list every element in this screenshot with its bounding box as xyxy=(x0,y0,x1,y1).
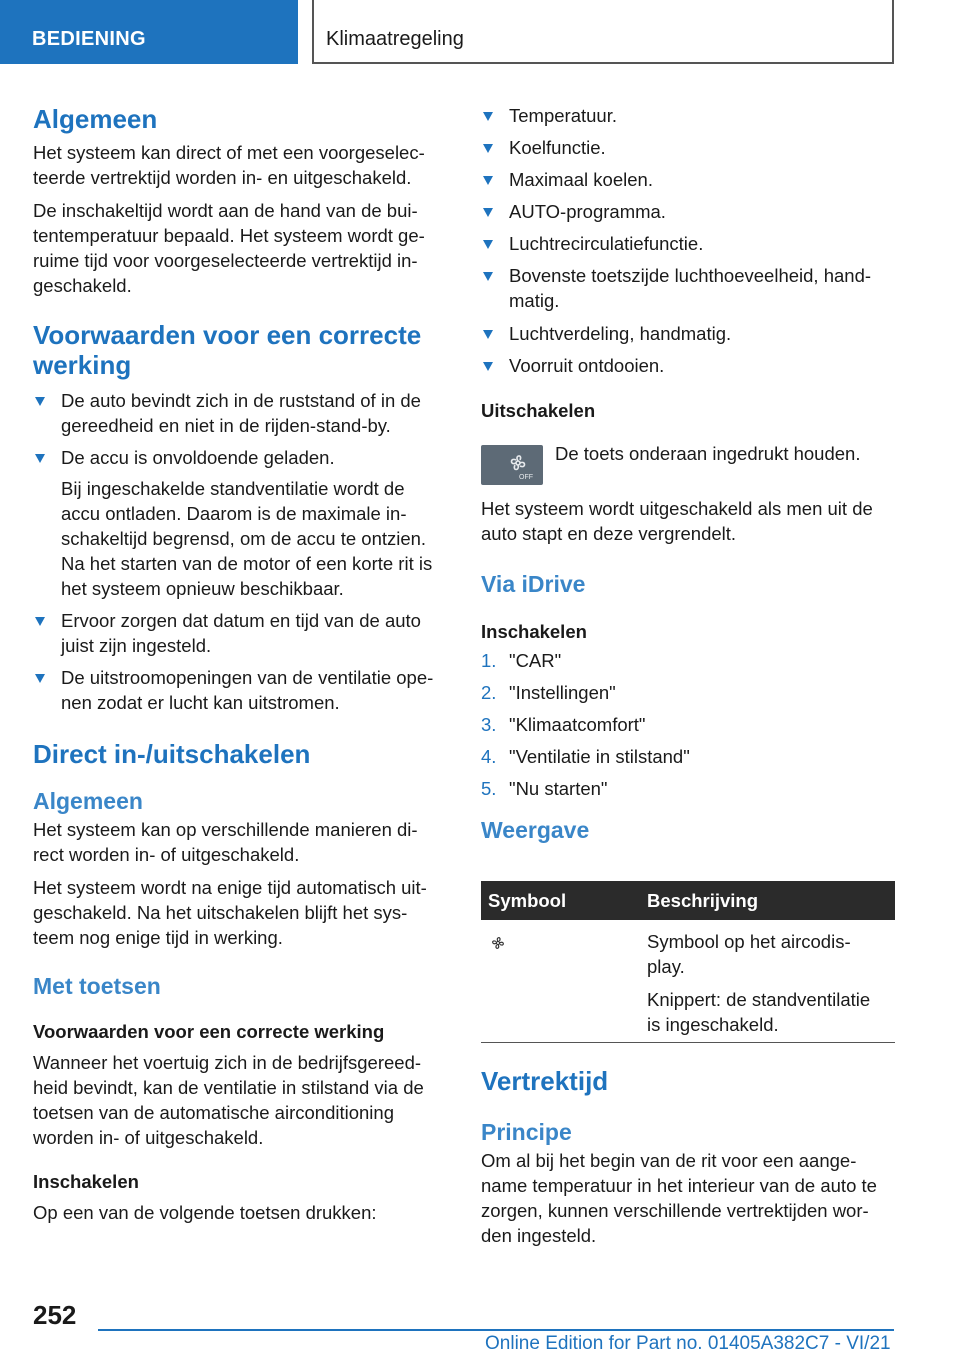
paragraph: Het systeem kan op verschillende manieren di-rect worden in- of uitgeschakeld. xyxy=(33,819,418,865)
triangle-bullet-icon xyxy=(483,176,493,185)
paragraph: Wanneer het voertuig zich in de bedrijfsgereed-heid bevindt, kan de ventilatie in stilstand via de toetsen van de automatische airconditioning worden in- of uitgeschakeld. xyxy=(33,1052,424,1148)
paragraph: Om al bij het begin van de rit voor een aange-name temperatuur in het interieur van de auto te zorgen, kunnen verschillende vertrektijden wor-den ingesteld. xyxy=(481,1150,877,1246)
step-item: 4. "Ventilatie in stilstand" xyxy=(481,746,690,767)
subsubheading-inschakelen: Inschakelen xyxy=(33,1171,139,1192)
list-item: Koelfunctie. xyxy=(481,135,895,167)
list-item: Luchtrecirculatiefunctie. xyxy=(481,231,895,263)
fan-off-button[interactable] xyxy=(481,445,543,485)
heading-vertrektijd: Vertrektijd xyxy=(481,1066,609,1096)
paragraph: Het systeem wordt na enige tijd automatisch uit-geschakeld. Na het uitschakelen blijft het sys-teem nog enige tijd in werking. xyxy=(33,877,427,948)
symbol-table xyxy=(481,881,895,1043)
paragraph: Het systeem wordt uitgeschakeld als men uit de auto stapt en deze vergrendelt. xyxy=(481,498,873,544)
triangle-bullet-icon xyxy=(35,397,45,406)
triangle-bullet-icon xyxy=(35,454,45,463)
list-item: De uitstroomopeningen van de ventilatie ope-nen zodat er lucht kan uitstromen. xyxy=(33,665,448,715)
triangle-bullet-icon xyxy=(483,362,493,371)
table-header-beschrijving: Beschrijving xyxy=(647,890,759,911)
heading-direct: Direct in-/uitschakelen xyxy=(33,739,311,769)
step-item: 1. "CAR" xyxy=(481,650,562,671)
subheading-principe: Principe xyxy=(481,1119,572,1145)
triangle-bullet-icon xyxy=(483,272,493,281)
right-column-bottom xyxy=(481,1066,895,1248)
paragraph: De inschakeltijd wordt aan de hand van de bui-tentemperatuur bepaald. Het systeem wordt ge-ruime tijd voor voorgeselecteerde vertrektijd in-geschakeld. xyxy=(33,200,425,296)
subheading-met-toetsen: Met toetsen xyxy=(33,973,161,999)
step-item: 5. "Nu starten" xyxy=(481,778,608,799)
table-header xyxy=(481,881,895,920)
list-item: Maximaal koelen. xyxy=(481,167,895,199)
list-item: Voorruit ontdooien. xyxy=(481,353,895,385)
subsubheading-inschakelen: Inschakelen xyxy=(481,621,587,642)
list-item: De auto bevindt zich in de ruststand of in de gereedheid en niet in de rijden-stand-by. xyxy=(33,388,448,438)
list-item: Luchtverdeling, handmatig. xyxy=(481,321,895,353)
footer-divider xyxy=(98,1329,894,1331)
steps-list xyxy=(481,648,895,808)
heading-algemeen: Algemeen xyxy=(33,104,158,134)
table-header-symbool: Symbool xyxy=(488,890,567,911)
table-cell-desc: Symbool op het aircodis-play. xyxy=(647,931,851,977)
page-number: 252 xyxy=(33,1300,77,1330)
list-item: Temperatuur. xyxy=(481,103,895,135)
right-column xyxy=(481,103,895,423)
list-item: Bovenste toetszijde luchthoeveelheid, hand-matig. xyxy=(481,263,899,321)
right-column-lower xyxy=(481,496,895,844)
list-item: AUTO-programma. xyxy=(481,199,895,231)
triangle-bullet-icon xyxy=(483,240,493,249)
table-cell-desc: Knippert: de standventilatie is ingeschakeld. xyxy=(647,989,871,1035)
paragraph: Het systeem kan direct of met een voorgeselec-teerde vertrektijd worden in- en uitgeschakeld. xyxy=(33,142,425,188)
subheading-via-idrive: Via iDrive xyxy=(481,571,586,597)
step-item: 2. "Instellingen" xyxy=(481,682,616,703)
table-row xyxy=(481,920,895,1043)
header-chapter-label: Klimaatregeling xyxy=(326,28,464,50)
subheading-weergave: Weergave xyxy=(481,817,590,843)
fan-off-symbol-icon xyxy=(487,932,509,954)
step-item: 3. "Klimaatcomfort" xyxy=(481,714,646,735)
paragraph: Op een van de volgende toetsen drukken: xyxy=(33,1202,377,1223)
heading-voorwaarden: Voorwaarden voor een correcte werking xyxy=(33,320,422,380)
left-column xyxy=(33,100,448,1225)
footer-edition: Online Edition for Part no. 01405A382C7 - VI/21 xyxy=(485,1333,891,1354)
header-section-label: BEDIENING xyxy=(32,28,146,50)
subsubheading-voorwaarden: Voorwaarden voor een correcte werking xyxy=(33,1021,385,1042)
triangle-bullet-icon xyxy=(483,330,493,339)
list-item: De accu is onvoldoende geladen. xyxy=(33,445,448,470)
list-item: Ervoor zorgen dat datum en tijd van de auto juist zijn ingesteld. xyxy=(33,608,448,658)
triangle-bullet-icon xyxy=(483,208,493,217)
fan-off-icon xyxy=(481,445,543,485)
list-item-subtext: Bij ingeschakelde standventilatie wordt de accu ontladen. Daarom is de maximale in-schakeltijd begrensd, om de accu te ontzien. Na het starten van de motor of een korte rit is het systeem opnieuw beschikbaar. xyxy=(61,478,433,599)
triangle-bullet-icon xyxy=(35,617,45,626)
svg-text:OFF: OFF xyxy=(519,474,533,481)
triangle-bullet-icon xyxy=(35,674,45,683)
subsubheading-uitschakelen: Uitschakelen xyxy=(481,400,596,421)
paragraph: De toets onderaan ingedrukt houden. xyxy=(555,443,861,464)
triangle-bullet-icon xyxy=(483,144,493,153)
subheading-algemeen: Algemeen xyxy=(33,788,143,814)
triangle-bullet-icon xyxy=(483,112,493,121)
